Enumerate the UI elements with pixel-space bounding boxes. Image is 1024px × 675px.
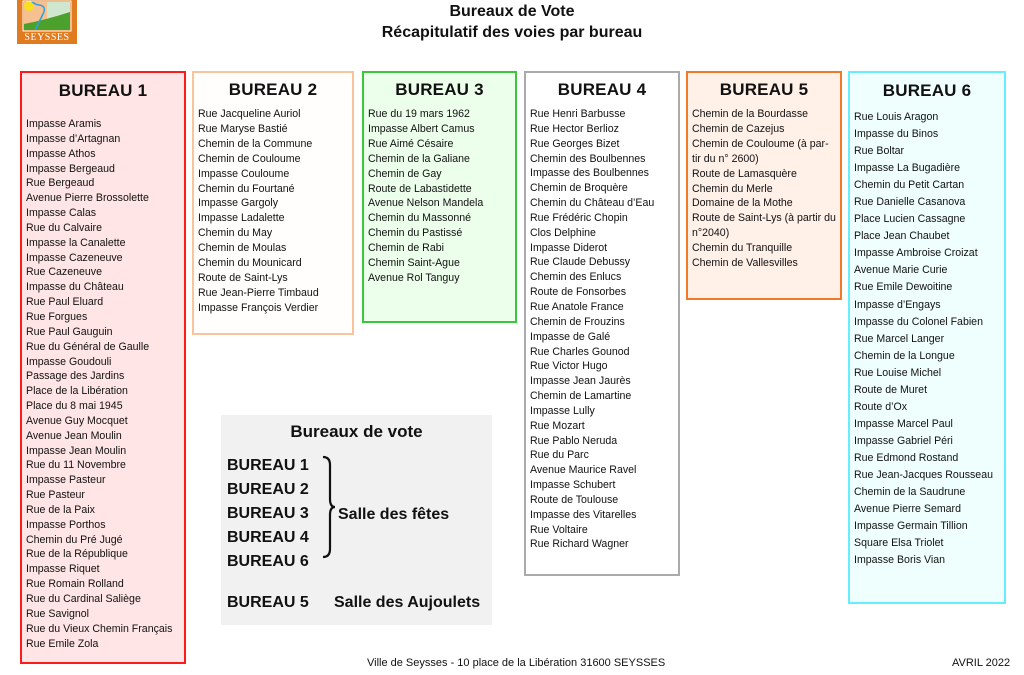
footer-address: Ville de Seysses - 10 place de la Libération 31600 SEYSSES bbox=[367, 657, 666, 669]
street-item: Chemin de la Bourdasse bbox=[692, 108, 809, 120]
street-item: Chemin de Couloume (à par-tir du n° 2600) bbox=[692, 137, 829, 165]
street-item: Rue de la République bbox=[26, 548, 128, 561]
street-item: Rue Louise Michel bbox=[854, 366, 942, 379]
street-item: Rue Bergeaud bbox=[26, 177, 95, 190]
bureau-5-panel bbox=[686, 71, 842, 300]
street-item: Rue du Cardinal Saliège bbox=[26, 593, 141, 605]
street-item: Rue Emile Zola bbox=[26, 637, 99, 650]
brace-icon bbox=[321, 455, 337, 559]
street-item: Chemin de Vallesvilles bbox=[692, 257, 798, 270]
street-item: Avenue Pierre Semard bbox=[854, 503, 961, 516]
street-item: Chemin de la Galiane bbox=[368, 152, 470, 165]
street-item: Route de Muret bbox=[854, 383, 928, 396]
street-item: Rue Henri Barbusse bbox=[530, 108, 626, 120]
street-item: Impasse François Verdier bbox=[198, 301, 319, 314]
street-item: Avenue Maurice Ravel bbox=[530, 464, 637, 477]
street-item: Impasse Cazeneuve bbox=[26, 251, 123, 264]
street-item: Rue Jean-Jacques Rousseau bbox=[854, 468, 993, 481]
street-item: Impasse Aramis bbox=[26, 118, 102, 130]
bureau-title: BUREAU 6 bbox=[882, 81, 972, 100]
street-item: Impasse Diderot bbox=[530, 241, 608, 254]
street-item: Impasse Calas bbox=[26, 207, 97, 220]
street-item: Impasse du Binos bbox=[854, 128, 939, 141]
street-item: Impasse Couloume bbox=[198, 167, 290, 180]
street-item: Impasse Albert Camus bbox=[368, 122, 475, 135]
street-item: Chemin des Enlucs bbox=[530, 271, 622, 284]
street-item: Chemin du Tranquille bbox=[692, 242, 793, 255]
summary-bureau: BUREAU 6 bbox=[227, 553, 309, 570]
street-item: Rue Charles Gounod bbox=[530, 345, 630, 358]
street-item: Rue Romain Rolland bbox=[26, 578, 124, 591]
street-item: Rue Savignol bbox=[26, 607, 90, 620]
street-item: Avenue Marie Curie bbox=[854, 264, 948, 277]
street-item: Impasse du Château bbox=[26, 281, 124, 294]
street-item: Place de la Libération bbox=[26, 385, 128, 398]
street-item: Rue du Général de Gaulle bbox=[26, 340, 150, 353]
street-item: Avenue Rol Tanguy bbox=[368, 271, 460, 284]
bureau-6-panel bbox=[848, 71, 1006, 604]
street-item: Clos Delphine bbox=[530, 226, 596, 239]
street-item: Rue du Parc bbox=[530, 449, 589, 462]
street-item: Chemin du Fourtané bbox=[198, 182, 295, 195]
street-item: Impasse des Boulbennes bbox=[530, 167, 649, 180]
street-item: Chemin de Moulas bbox=[198, 242, 287, 255]
street-item: Impasse d’Engays bbox=[854, 298, 941, 311]
street-item: Rue Anatole France bbox=[530, 300, 624, 313]
street-item: Rue Frédéric Chopin bbox=[530, 211, 628, 224]
street-item: Rue Emile Dewoitine bbox=[854, 281, 953, 294]
logo-text: SEYSSES bbox=[24, 32, 70, 43]
bureau-title: BUREAU 5 bbox=[719, 80, 809, 99]
street-item: Rue Claude Debussy bbox=[530, 256, 631, 269]
street-item: Chemin du Massonné bbox=[368, 212, 472, 225]
street-item: Rue Mozart bbox=[530, 419, 585, 432]
street-item: Rue Voltaire bbox=[530, 523, 588, 536]
street-item: Chemin de Rabi bbox=[368, 242, 444, 255]
street-item: Rue Forgues bbox=[26, 310, 88, 323]
street-item: Rue Cazeneuve bbox=[26, 266, 102, 279]
street-item: Rue Paul Gauguin bbox=[26, 325, 113, 338]
street-item: Rue du Calvaire bbox=[26, 221, 102, 234]
title-line-1: Bureaux de Vote bbox=[449, 3, 575, 20]
street-item: Rue de la Paix bbox=[26, 503, 95, 516]
street-item: Impasse Marcel Paul bbox=[854, 417, 953, 430]
street-item: Impasse Boris Vian bbox=[854, 554, 946, 567]
salle-des-fetes: Salle des fêtes bbox=[338, 506, 450, 523]
street-item: Impasse des Vitarelles bbox=[530, 508, 637, 521]
street-list bbox=[854, 109, 1000, 569]
street-item: Avenue Pierre Brossolette bbox=[26, 192, 149, 205]
street-item: Route de Fonsorbes bbox=[530, 286, 626, 299]
street-item: Route de Lamasquère bbox=[692, 167, 797, 180]
bureau-4-panel bbox=[524, 71, 680, 576]
footer-date: AVRIL 2022 bbox=[952, 657, 1011, 669]
street-item: Route de Saint-Lys bbox=[198, 271, 288, 284]
voting-locations-summary bbox=[221, 415, 492, 625]
street-item: Avenue Guy Mocquet bbox=[26, 414, 128, 427]
title-line-2: Récapitulatif des voies par bureau bbox=[381, 24, 643, 41]
street-list bbox=[692, 107, 836, 271]
street-item: Rue Boltar bbox=[854, 145, 905, 158]
street-item: Chemin de Frouzins bbox=[530, 315, 625, 328]
street-item: Chemin du Pastissé bbox=[368, 227, 463, 240]
street-list bbox=[530, 107, 674, 552]
street-item: Rue Louis Aragon bbox=[854, 111, 939, 123]
bureau-3-panel bbox=[362, 71, 517, 323]
street-item: Route de Saint-Lys (à partir du n°2040) bbox=[692, 212, 836, 240]
summary-bureau: BUREAU 3 bbox=[227, 505, 309, 522]
street-item: Impasse Schubert bbox=[530, 479, 616, 492]
street-item: Rue Pablo Neruda bbox=[530, 434, 618, 447]
street-item: Impasse Goudouli bbox=[26, 355, 112, 368]
street-item: Rue Jean-Pierre Timbaud bbox=[198, 286, 319, 299]
bureau-title: BUREAU 4 bbox=[557, 80, 647, 99]
street-item: Impasse Riquet bbox=[26, 563, 100, 576]
street-item: Route d’Ox bbox=[854, 400, 907, 413]
summary-bureau: BUREAU 5 bbox=[227, 594, 309, 611]
street-item: Chemin de la Saudrune bbox=[854, 486, 966, 499]
street-item: Impasse Ladalette bbox=[198, 212, 285, 225]
summary-bureau: BUREAU 1 bbox=[227, 457, 309, 474]
street-item: Place Lucien Cassagne bbox=[854, 213, 966, 226]
street-item: Rue Jacqueline Auriol bbox=[198, 108, 301, 120]
street-item: Rue Victor Hugo bbox=[530, 360, 608, 373]
street-item: Chemin de Broquère bbox=[530, 182, 628, 195]
bureau-title: BUREAU 2 bbox=[228, 80, 318, 99]
street-item: Domaine de la Mothe bbox=[692, 197, 793, 210]
street-item: Chemin du Pré Jugé bbox=[26, 533, 123, 546]
street-item: Rue Danielle Casanova bbox=[854, 196, 966, 209]
street-item: Rue Edmond Rostand bbox=[854, 451, 959, 464]
street-item: Chemin du Mounicard bbox=[198, 257, 302, 270]
street-item: Rue Richard Wagner bbox=[530, 538, 629, 551]
street-item: Avenue Nelson Mandela bbox=[368, 197, 484, 210]
street-item: Square Elsa Triolet bbox=[854, 537, 944, 550]
street-item: Chemin de Cazejus bbox=[692, 122, 785, 135]
street-item: Impasse d’Artagnan bbox=[26, 132, 121, 145]
street-item: Impasse Athos bbox=[26, 147, 96, 160]
street-item: Chemin des Boulbennes bbox=[530, 152, 646, 165]
page-title bbox=[0, 1, 1024, 43]
street-item: Impasse la Canalette bbox=[26, 236, 126, 249]
street-item: Impasse Ambroise Croizat bbox=[854, 247, 978, 260]
street-item: Chemin du Petit Cartan bbox=[854, 179, 965, 192]
street-item: Impasse La Bugadière bbox=[854, 162, 961, 175]
street-item: Rue Pasteur bbox=[26, 489, 85, 502]
street-item: Chemin de la Longue bbox=[854, 349, 955, 362]
street-item: Rue du 11 Novembre bbox=[26, 459, 126, 472]
salle-des-aujoulets: Salle des Aujoulets bbox=[334, 594, 481, 611]
street-item: Impasse Gargoly bbox=[198, 197, 279, 210]
summary-bureau: BUREAU 2 bbox=[227, 481, 309, 498]
street-item: Route de Labastidette bbox=[368, 182, 472, 195]
street-item: Impasse Bergeaud bbox=[26, 162, 115, 175]
street-item: Rue Paul Eluard bbox=[26, 296, 104, 309]
bureau-1-panel bbox=[20, 71, 186, 664]
street-list bbox=[26, 117, 180, 651]
summary-title: Bureaux de vote bbox=[290, 422, 423, 441]
street-item: Impasse Lully bbox=[530, 404, 595, 417]
street-item: Rue du 19 mars 1962 bbox=[368, 108, 470, 120]
street-list bbox=[368, 107, 511, 286]
street-item: Impasse Pasteur bbox=[26, 474, 106, 487]
street-item: Avenue Jean Moulin bbox=[26, 429, 122, 442]
bureau-title: BUREAU 1 bbox=[58, 81, 148, 100]
bureau-2-panel bbox=[192, 71, 354, 335]
street-item: Route de Toulouse bbox=[530, 493, 619, 506]
street-item: Chemin Saint-Ague bbox=[368, 257, 460, 270]
street-item: Rue Hector Berlioz bbox=[530, 122, 619, 135]
street-item: Rue Maryse Bastié bbox=[198, 122, 288, 135]
street-item: Chemin du Merle bbox=[692, 182, 773, 195]
street-item: Chemin de Gay bbox=[368, 167, 442, 180]
street-item: Place du 8 mai 1945 bbox=[26, 400, 123, 413]
street-item: Impasse Germain Tillion bbox=[854, 520, 968, 533]
street-item: Chemin du May bbox=[198, 227, 273, 240]
street-item: Place Jean Chaubet bbox=[854, 230, 950, 243]
street-item: Rue Georges Bizet bbox=[530, 137, 620, 150]
street-item: Impasse du Colonel Fabien bbox=[854, 315, 983, 328]
street-item: Rue Aimé Césaire bbox=[368, 137, 454, 150]
street-item: Impasse Jean Jaurès bbox=[530, 375, 631, 388]
street-item: Impasse Jean Moulin bbox=[26, 444, 127, 457]
street-item: Passage des Jardins bbox=[26, 370, 125, 383]
street-item: Impasse de Galé bbox=[530, 330, 611, 343]
street-item: Impasse Gabriel Péri bbox=[854, 434, 953, 447]
street-item: Chemin de la Commune bbox=[198, 137, 313, 150]
bureau-title: BUREAU 3 bbox=[395, 80, 484, 99]
street-item: Rue du Vieux Chemin Français bbox=[26, 622, 173, 635]
street-item: Impasse Porthos bbox=[26, 518, 106, 531]
summary-bureau: BUREAU 4 bbox=[227, 529, 309, 546]
street-item: Chemin du Château d’Eau bbox=[530, 197, 655, 210]
street-item: Chemin de Lamartine bbox=[530, 390, 632, 403]
street-item: Chemin de Couloume bbox=[198, 152, 301, 165]
street-list bbox=[198, 107, 348, 316]
street-item: Rue Marcel Langer bbox=[854, 332, 945, 345]
